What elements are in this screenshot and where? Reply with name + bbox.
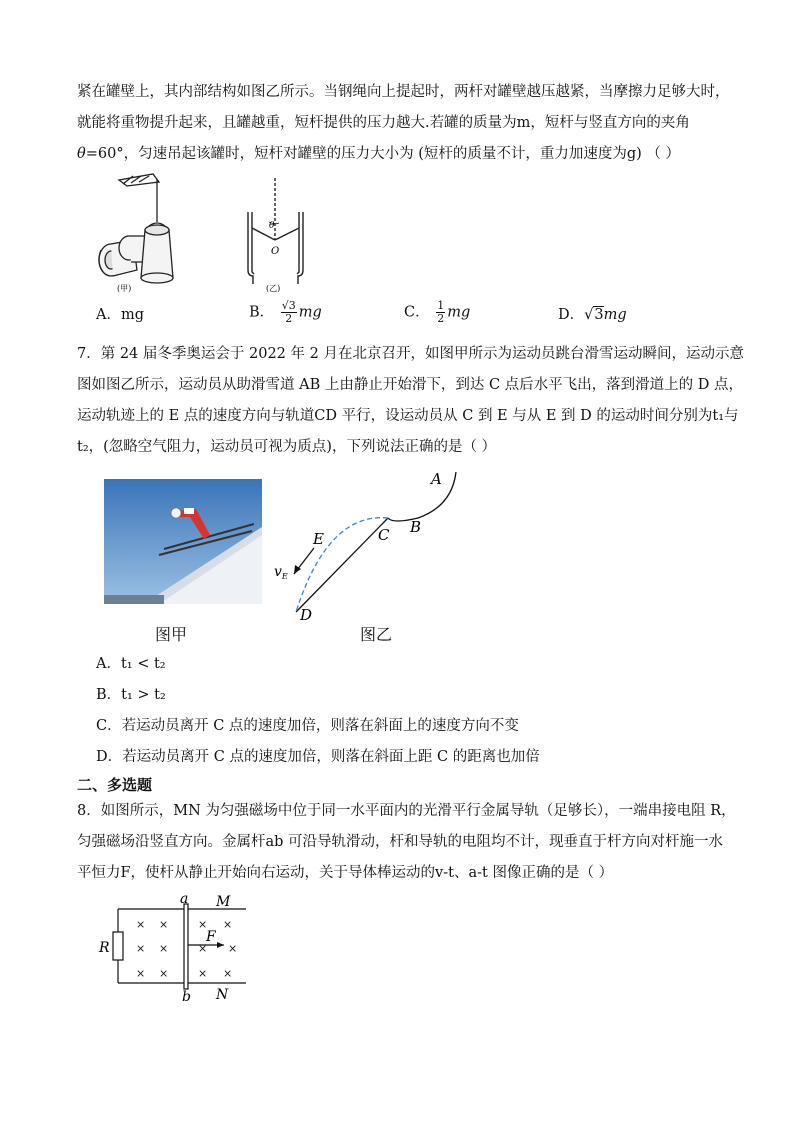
caption-jia: 图甲 bbox=[155, 625, 188, 644]
pipe-pile-icon bbox=[99, 236, 147, 276]
option-d-prefix: D． bbox=[558, 307, 585, 323]
point-b-label: B bbox=[410, 518, 422, 536]
q8-text-line-1: 8．如图所示，MN 为匀强磁场中位于同一水平面内的光滑平行金属导轨（足够长），一端串接电阻 R， bbox=[77, 803, 736, 819]
q6-text-line-1: 紧在罐壁上，其内部结构如图乙所示。当钢绳向上提起时，两杆对罐壁越压越紧，当摩擦力足够大时， bbox=[77, 84, 730, 100]
option-b-numerator: √3 bbox=[281, 299, 296, 312]
option-c-denominator: 2 bbox=[437, 312, 445, 325]
q8-text-line-2: 匀强磁场沿竖直方向。金属杆ab 可沿导轨滑动，杆和导轨的电阻均不计，现垂直于杆方向对杆施一水 bbox=[77, 834, 724, 850]
q8-text-line-3: 平恒力F，使杆从静止开始向右运动，关于导体棒运动的v-t、a-t 图像正确的是（ ） bbox=[77, 865, 614, 881]
svg-text:×: × bbox=[136, 918, 146, 931]
option-b-tail: mg bbox=[298, 304, 322, 321]
q7-text-line-3: 运动轨迹上的 E 点的速度方向与轨道CD 平行，设运动员从 C 到 E 与从 E 到 D 的运动时间分别为t₁与 bbox=[77, 408, 739, 424]
svg-text:×: × bbox=[136, 942, 146, 955]
option-c-numerator: 1 bbox=[437, 299, 445, 312]
can-icon bbox=[141, 225, 173, 283]
svg-text:×: × bbox=[198, 942, 208, 955]
fig-yi-label: (乙) bbox=[266, 284, 281, 293]
fig-jia-label: (甲) bbox=[117, 284, 132, 293]
point-d-label: D bbox=[300, 606, 313, 624]
q7-text-line-4: t₂，(忽略空气阻力，运动员可视为质点)，下列说法正确的是（ ） bbox=[77, 439, 497, 455]
point-a-label: A bbox=[431, 470, 442, 488]
resistor-r bbox=[113, 932, 123, 960]
section-title: 二、多选题 bbox=[77, 776, 153, 794]
q6-text-line-2: 就能将重物提升起来，且罐越重，短杆提供的压力越大.若罐的质量为m，短杆与竖直方向的夹角 bbox=[77, 115, 690, 131]
q7-option-c[interactable]: C．若运动员离开 C 点的速度加倍，则落在斜面上的速度方向不变 bbox=[96, 718, 519, 734]
rod-end-b-label: b bbox=[182, 989, 191, 1004]
q7-option-d[interactable]: D．若运动员离开 C 点的速度加倍，则落在斜面上距 C 的距离也加倍 bbox=[96, 749, 540, 765]
option-b-prefix: B． bbox=[249, 304, 275, 321]
q6-text-line-3-rest: =60°，匀速吊起该罐时，短杆对罐壁的压力大小为 (短杆的质量不计，重力加速度为g) （ ） bbox=[85, 146, 681, 162]
q6-option-d[interactable]: D．√3mg bbox=[558, 307, 627, 323]
q7-option-b[interactable]: B．t₁ > t₂ bbox=[96, 687, 166, 703]
rail-m-label: M bbox=[216, 894, 231, 910]
velocity-e-label: $v_E$ bbox=[274, 564, 288, 581]
svg-text:×: × bbox=[223, 918, 233, 931]
ski-trajectory-diagram bbox=[268, 468, 468, 626]
resistor-r-label: R bbox=[99, 940, 110, 956]
rail-n-label: N bbox=[216, 987, 229, 1003]
theta-symbol: θ bbox=[77, 146, 86, 162]
option-c-tail: mg bbox=[447, 304, 471, 321]
svg-text:×: × bbox=[228, 942, 238, 955]
rail-circuit-diagram bbox=[96, 892, 256, 1004]
q7-text-line-2: 图如图乙所示，运动员从助滑雪道 AB 上由静止开始滑下，到达 C 点后水平飞出，落到滑道上的 D 点， bbox=[77, 377, 743, 393]
point-e-label: E bbox=[313, 530, 324, 548]
fig-theta-label: θ bbox=[269, 221, 275, 231]
option-c-fraction bbox=[436, 300, 445, 325]
option-d-sqrt: 3 bbox=[594, 307, 604, 323]
force-f-label: F bbox=[206, 929, 216, 945]
option-a-text: mg bbox=[120, 307, 145, 323]
caption-yi: 图乙 bbox=[360, 625, 393, 644]
q6-figure bbox=[93, 170, 313, 295]
rod-end-a-label: a bbox=[180, 892, 189, 907]
option-b-fraction bbox=[281, 300, 297, 325]
svg-text:×: × bbox=[198, 967, 208, 980]
option-b-denominator: 2 bbox=[285, 312, 293, 325]
fig-o-label: O bbox=[271, 246, 280, 257]
option-d-tail: mg bbox=[603, 307, 627, 323]
q6-option-b[interactable] bbox=[249, 300, 322, 325]
metal-rod-ab bbox=[184, 904, 188, 989]
q7-text-line-1: 7．第 24 届冬季奥运会于 2022 年 2 月在北京召开，如图甲所示为运动员跳台滑雪运动瞬间，运动示意 bbox=[77, 346, 744, 362]
svg-text:×: × bbox=[223, 967, 233, 980]
q7-option-a[interactable]: A．t₁ < t₂ bbox=[96, 656, 166, 672]
option-a-prefix: A． bbox=[96, 307, 121, 323]
option-c-prefix: C． bbox=[404, 304, 430, 321]
ski-jumper-photo bbox=[104, 479, 262, 604]
q6-option-c[interactable] bbox=[404, 300, 470, 325]
can-cross-section-diagram bbox=[248, 178, 303, 284]
svg-text:×: × bbox=[159, 918, 169, 931]
svg-text:×: × bbox=[198, 918, 208, 931]
point-c-label: C bbox=[378, 526, 390, 544]
svg-text:×: × bbox=[159, 967, 169, 980]
svg-text:×: × bbox=[136, 967, 146, 980]
q6-text-line-3 bbox=[77, 144, 680, 164]
crane-hook-icon bbox=[119, 174, 165, 226]
q6-option-a[interactable] bbox=[96, 305, 144, 325]
svg-text:×: × bbox=[159, 942, 169, 955]
